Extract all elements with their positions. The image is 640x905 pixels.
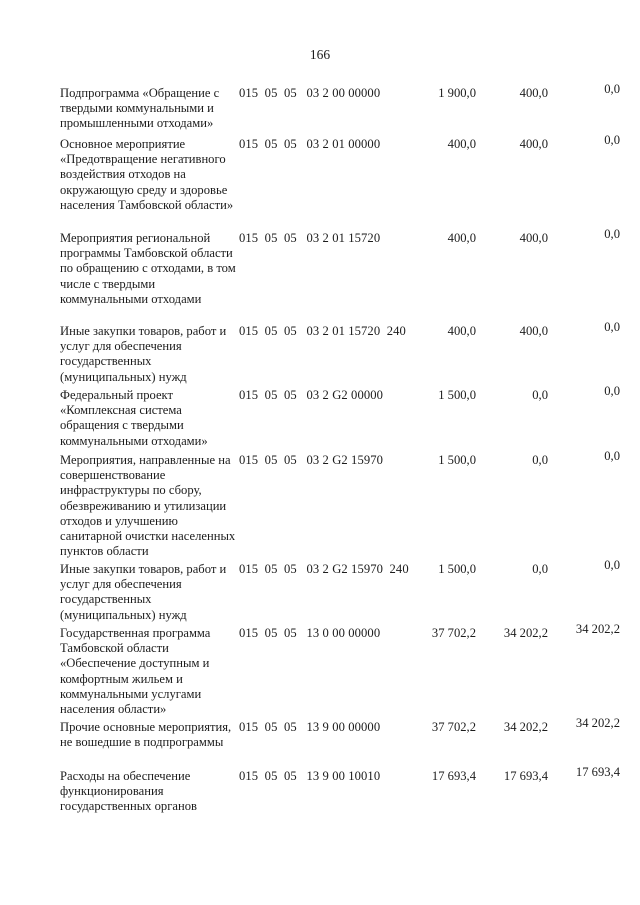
row-value-3: 34 202,2 (575, 716, 620, 730)
row-value-3: 0,0 (604, 133, 620, 147)
row-value-3: 0,0 (604, 449, 620, 463)
row-value-2: 400,0 (519, 324, 548, 338)
row-value-2: 0,0 (532, 453, 548, 467)
page-number: 166 (309, 47, 331, 62)
row-code: 015 05 05 03 2 G2 15970 240 (239, 562, 409, 576)
row-name: Основное мероприятие «Предотвращение негативного воздействия отходов на окружающую среду и здоровье населения Тамбовской области» (60, 137, 234, 212)
row-value-2: 17 693,4 (503, 769, 548, 783)
row-code: 015 05 05 03 2 01 15720 (239, 231, 381, 245)
row-value-1: 400,0 (447, 231, 476, 245)
row-name: Прочие основные мероприятия, не вошедшие в подпрограммы (60, 720, 232, 750)
row-code: 015 05 05 03 2 01 00000 (239, 137, 381, 151)
row-value-3: 0,0 (604, 384, 620, 398)
row-value-2: 0,0 (532, 562, 548, 576)
row-value-3: 0,0 (604, 558, 620, 572)
row-code: 015 05 05 03 2 G2 15970 (239, 453, 384, 467)
row-code: 015 05 05 13 9 00 10010 (239, 769, 381, 783)
row-name: Федеральный проект «Комплексная система обращения с твердыми коммунальными отходами» (60, 388, 208, 448)
row-value-2: 34 202,2 (503, 720, 548, 734)
row-value-1: 37 702,2 (431, 720, 476, 734)
row-value-1: 400,0 (447, 324, 476, 338)
row-value-1: 1 900,0 (438, 86, 476, 100)
row-value-3: 34 202,2 (575, 622, 620, 636)
row-code: 015 05 05 03 2 G2 00000 (239, 388, 384, 402)
row-value-2: 400,0 (519, 137, 548, 151)
row-code: 015 05 05 13 9 00 00000 (239, 720, 381, 734)
row-name: Государственная программа Тамбовской области «Обеспечение доступным и комфортным жильем и коммунальными услугами населения области» (60, 626, 211, 717)
row-value-1: 1 500,0 (438, 388, 476, 402)
row-value-2: 0,0 (532, 388, 548, 402)
row-name: Иные закупки товаров, работ и услуг для обеспечения государственных (муниципальных) нужд (60, 562, 227, 622)
row-name: Подпрограмма «Обращение с твердыми коммунальными и промышленными отходами» (60, 86, 220, 131)
row-value-3: 0,0 (604, 320, 620, 334)
row-code: 015 05 05 03 2 00 00000 (239, 86, 381, 100)
row-value-2: 400,0 (519, 231, 548, 245)
row-value-1: 37 702,2 (431, 626, 476, 640)
row-value-3: 0,0 (604, 227, 620, 241)
row-value-1: 400,0 (447, 137, 476, 151)
row-value-3: 17 693,4 (575, 765, 620, 779)
row-name: Мероприятия региональной программы Тамбовской области по обращению с отходами, в том числе с твердыми коммунальными отходами (60, 231, 236, 306)
row-code: 015 05 05 13 0 00 00000 (239, 626, 381, 640)
row-value-1: 17 693,4 (431, 769, 476, 783)
row-value-1: 1 500,0 (438, 453, 476, 467)
row-value-3: 0,0 (604, 82, 620, 96)
row-value-2: 34 202,2 (503, 626, 548, 640)
row-code: 015 05 05 03 2 01 15720 240 (239, 324, 406, 338)
row-name: Расходы на обеспечение функционирования государственных органов (60, 769, 197, 814)
row-name: Мероприятия, направленные на совершенствование инфраструктуры по сбору, обезвреживанию и утилизации отходов и улучшению санитарной очистки населенных пунктов области (60, 453, 236, 559)
row-value-1: 1 500,0 (438, 562, 476, 576)
row-value-2: 400,0 (519, 86, 548, 100)
row-name: Иные закупки товаров, работ и услуг для обеспечения государственных (муниципальных) нужд (60, 324, 227, 384)
